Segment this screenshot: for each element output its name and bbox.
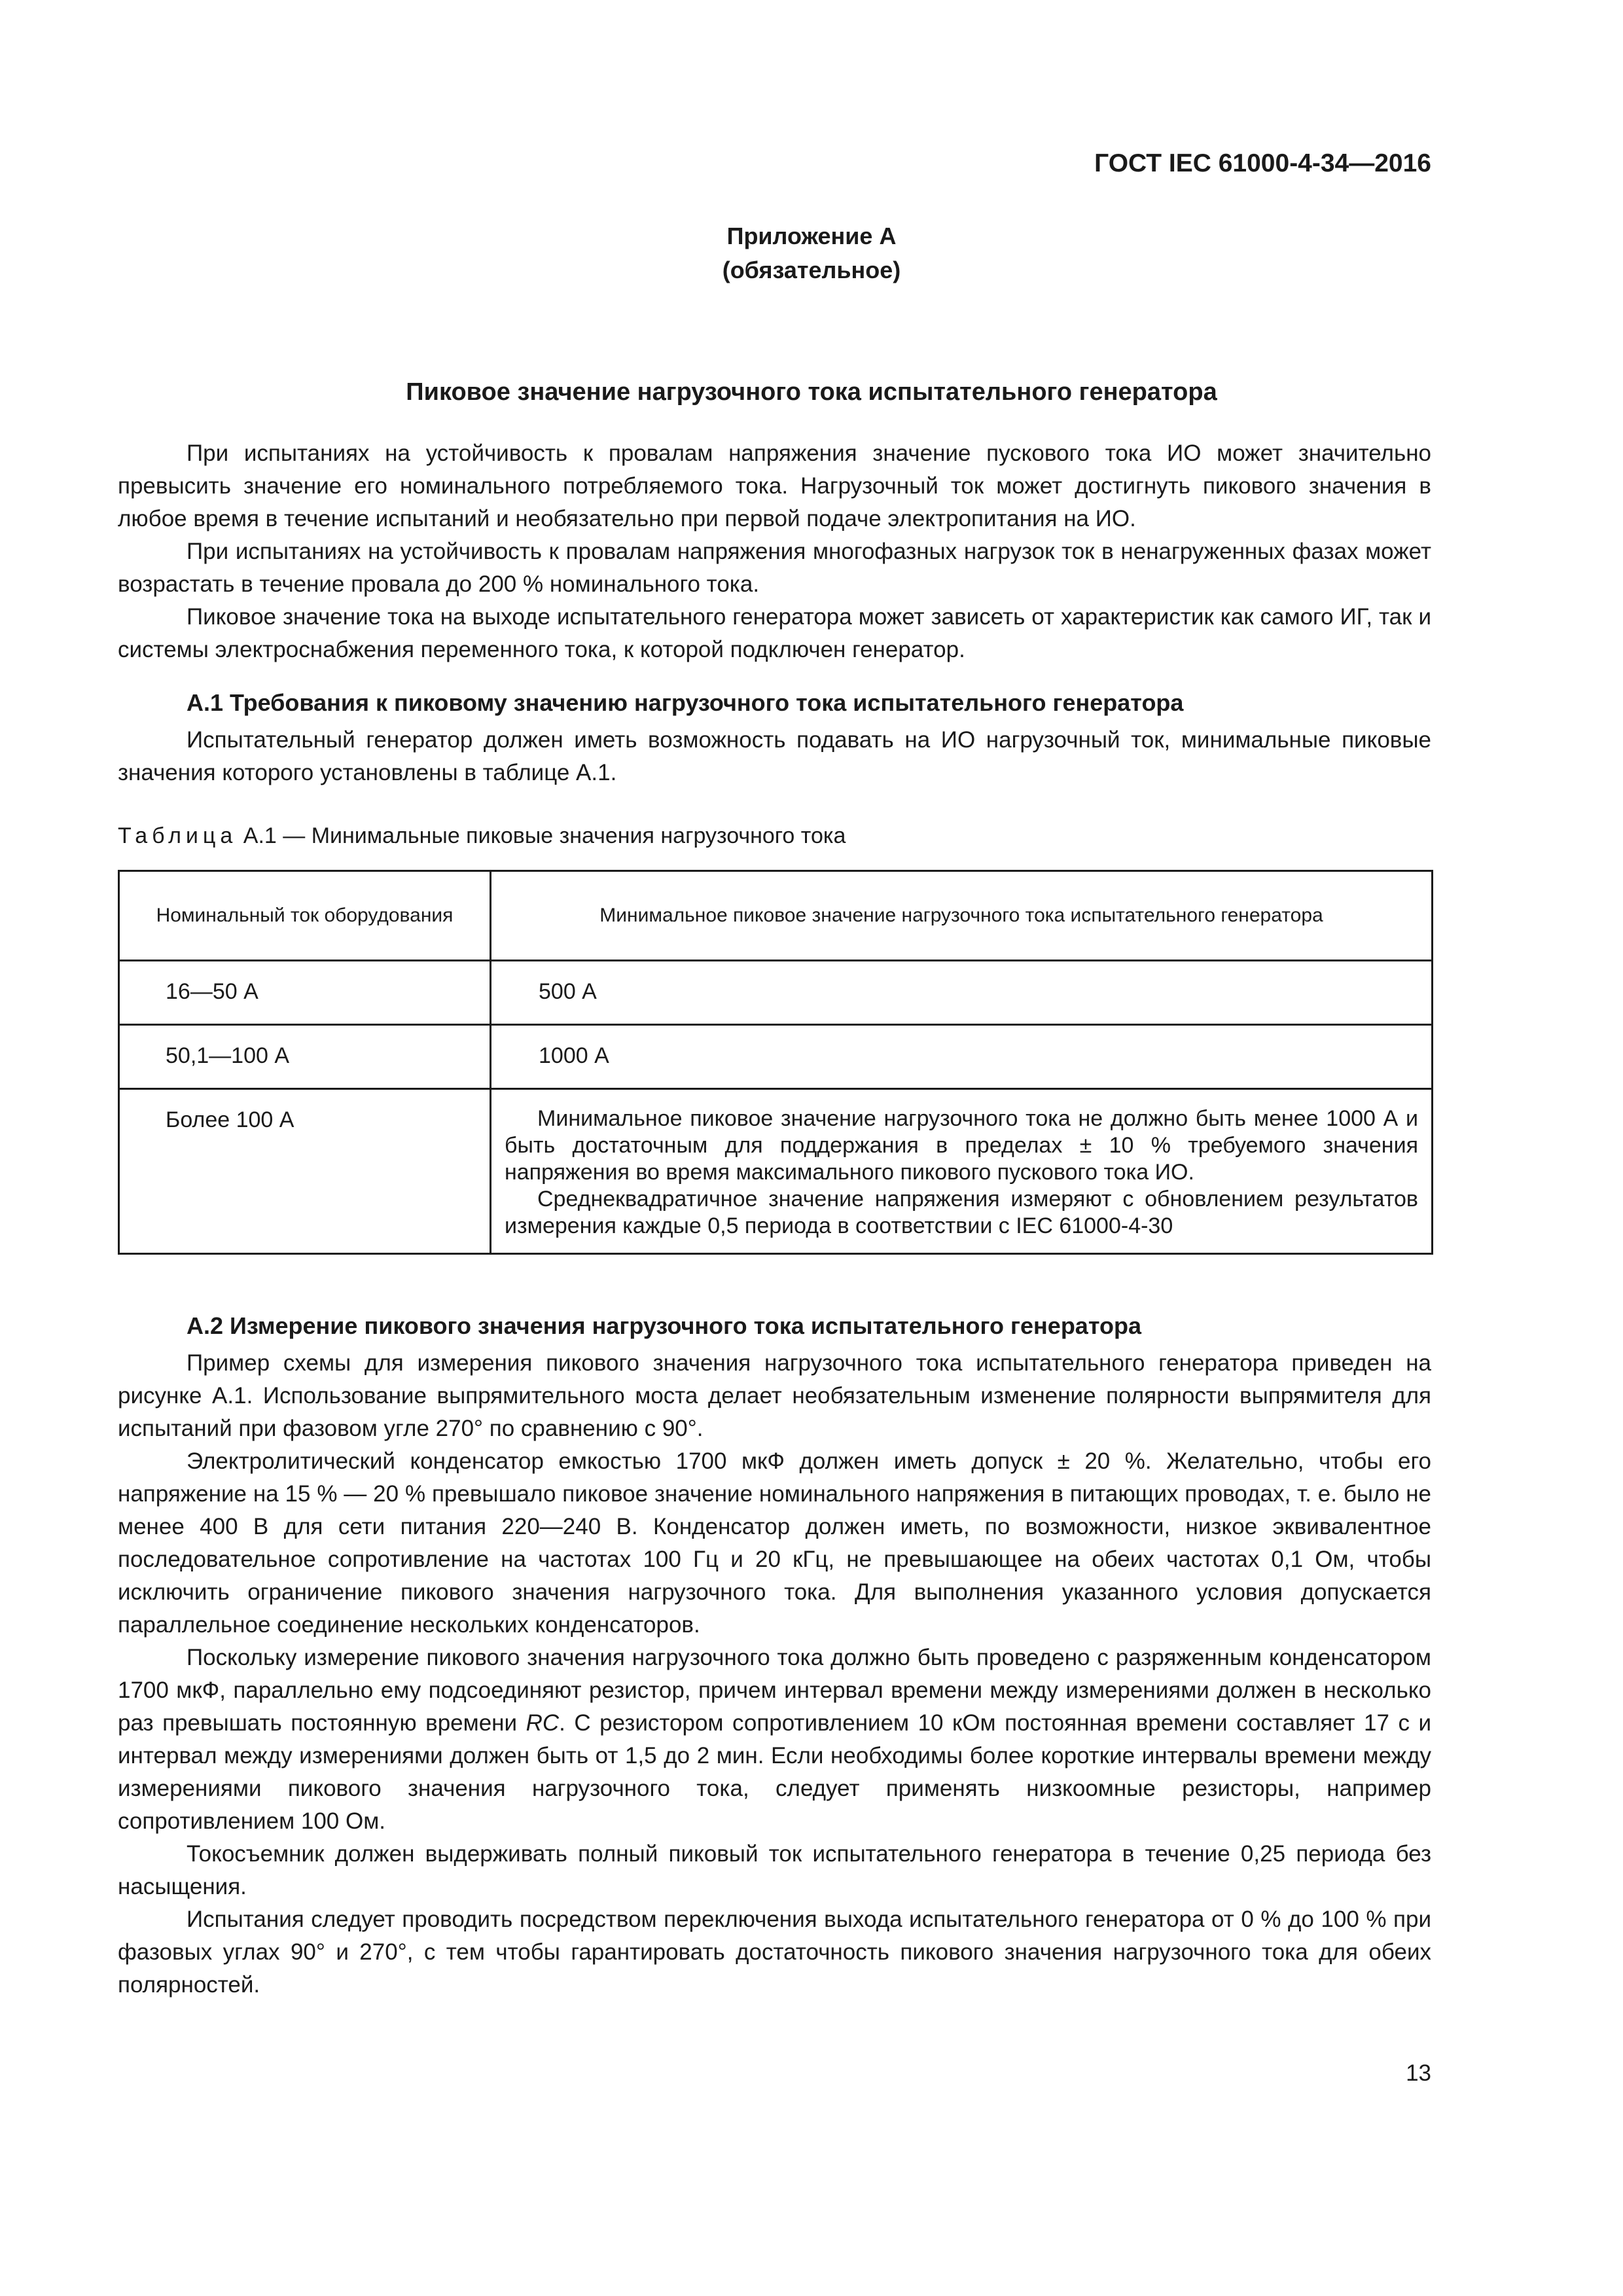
section-a1-heading: А.1 Требования к пиковому значению нагрузочного тока испытательного генератора xyxy=(187,689,1184,716)
table-row xyxy=(119,1025,1433,1089)
table-caption xyxy=(118,823,846,849)
section-a2-paragraph: Электролитический конденсатор емкостью 1700 мкФ должен иметь допуск ± 20 %. Желательно, чтобы его напряжение на 15 % — 20 % превышало пиковое значение номинального напряжения в питающих проводах, т. е. было не менее 400 В для сети питания 220—240 В. Конденсатор должен иметь, по возможности, низкое эквивалентное последовательное сопротивление на частотах 100 Гц и 20 кГц, не превышающее на обеих частотах 0,1 Ом, чтобы исключить ограничение пикового значения нагрузочного тока. Для выполнения указанного условия допускается параллельное соединение нескольких конденсаторов. xyxy=(118,1448,1431,1638)
cell-rated-current: 50,1—100 А xyxy=(119,1025,491,1089)
cell-min-peak-current: 500 А xyxy=(491,961,1433,1025)
section-a2-paragraph: Токосъемник должен выдерживать полный пиковый ток испытательного генератора в течение 0,25 периода без насыщения. xyxy=(118,1841,1431,1899)
section-a2-paragraph: Испытания следует проводить посредством переключения выхода испытательного генератора от 0 % до 100 % при фазовых углах 90° и 270°, с тем чтобы гарантировать достаточность пикового значения нагрузочного тока для обеих полярностей. xyxy=(118,1907,1431,1998)
section-a1-text xyxy=(118,724,1431,789)
annex-main-title: Пиковое значение нагрузочного тока испытательного генератора xyxy=(406,378,1217,406)
header-rated-current: Номинальный ток оборудования xyxy=(119,871,491,961)
intro-paragraph: Пиковое значение тока на выходе испытательного генератора может зависеть от характеристик как самого ИГ, так и системы электроснабжения переменного тока, к которой подключен генератор. xyxy=(118,604,1431,662)
cell-min-peak-current: 1000 А xyxy=(491,1025,1433,1089)
table-caption-text: А.1 — Минимальные пиковые значения нагрузочного тока xyxy=(243,823,846,848)
table-caption-label: Таблица xyxy=(118,823,238,848)
header-min-peak-current: Минимальное пиковое значение нагрузочного тока испытательного генератора xyxy=(491,871,1433,961)
cell-rated-current: 16—50 А xyxy=(119,961,491,1025)
page-number: 13 xyxy=(1406,2060,1431,2086)
paragraph-text: . С резистором сопротивлением 10 кОм постоянная времени составляет 17 с и интервал между измерениями должен быть от 1,5 до 2 мин. Если необходимы более короткие интервалы времени между измерениями пикового значения нагрузочного тока, следует применять низкоомные резисторы, например сопротивлением 100 Ом. xyxy=(118,1710,1431,1834)
table-row xyxy=(119,961,1433,1025)
table-row xyxy=(119,1089,1433,1254)
section-a2-heading: А.2 Измерение пикового значения нагрузочного тока испытательного генератора xyxy=(187,1312,1141,1339)
cell-rated-current: Более 100 А xyxy=(119,1089,491,1254)
document-code: ГОСТ IEC 61000-4-34—2016 xyxy=(1094,149,1431,177)
table-header-row xyxy=(119,871,1433,961)
section-a2-paragraph: Пример схемы для измерения пикового значения нагрузочного тока испытательного генератора приведен на рисунке А.1. Использование выпрямительного моста делает необязательным изменение полярности выпрямителя для испытаний при фазовом угле 270° по сравнению с 90°. xyxy=(118,1350,1431,1441)
min-peak-current-table xyxy=(118,870,1433,1255)
rc-symbol: RC xyxy=(526,1710,560,1736)
section-a2-text xyxy=(118,1347,1431,2001)
section-a1-paragraph: Испытательный генератор должен иметь возможность подавать на ИО нагрузочный ток, минимальные пиковые значения которого установлены в таблице А.1. xyxy=(118,727,1431,785)
paragraph-text: Поскольку измерение пикового значения нагрузочного тока должно быть проведено с разряженным конденсатором 1700 мкФ, параллельно ему подсоединяют резистор, причем интервал времени между измерениями должен в несколько раз превышать постоянную времени xyxy=(118,1645,1431,1736)
cell-paragraph: Минимальное пиковое значение нагрузочного тока не должно быть менее 1000 А и быть достаточным для поддержания в пределах ± 10 % требуемого значения напряжения во время максимального пикового пускового тока ИО. xyxy=(505,1106,1418,1185)
annex-title: Приложение А xyxy=(726,223,897,249)
annex-status-note: (обязательное) xyxy=(722,257,901,283)
cell-min-peak-current xyxy=(491,1089,1433,1254)
intro-text xyxy=(118,437,1431,666)
intro-paragraph: При испытаниях на устойчивость к провалам напряжения многофазных нагрузок ток в ненагруженных фазах может возрастать в течение провала до 200 % номинального тока. xyxy=(118,539,1431,597)
intro-paragraph: При испытаниях на устойчивость к провалам напряжения значение пускового тока ИО может значительно превысить значение его номинального потребляемого тока. Нагрузочный ток может достигнуть пикового значения в любое время в течение испытаний и необязательно при первой подаче электропитания на ИО. xyxy=(118,440,1431,531)
section-a2-paragraph xyxy=(118,1641,1431,1838)
cell-paragraph: Среднеквадратичное значение напряжения измеряют с обновлением результатов измерения каждые 0,5 периода в соответствии с IEC 61000-4-30 xyxy=(505,1187,1418,1238)
